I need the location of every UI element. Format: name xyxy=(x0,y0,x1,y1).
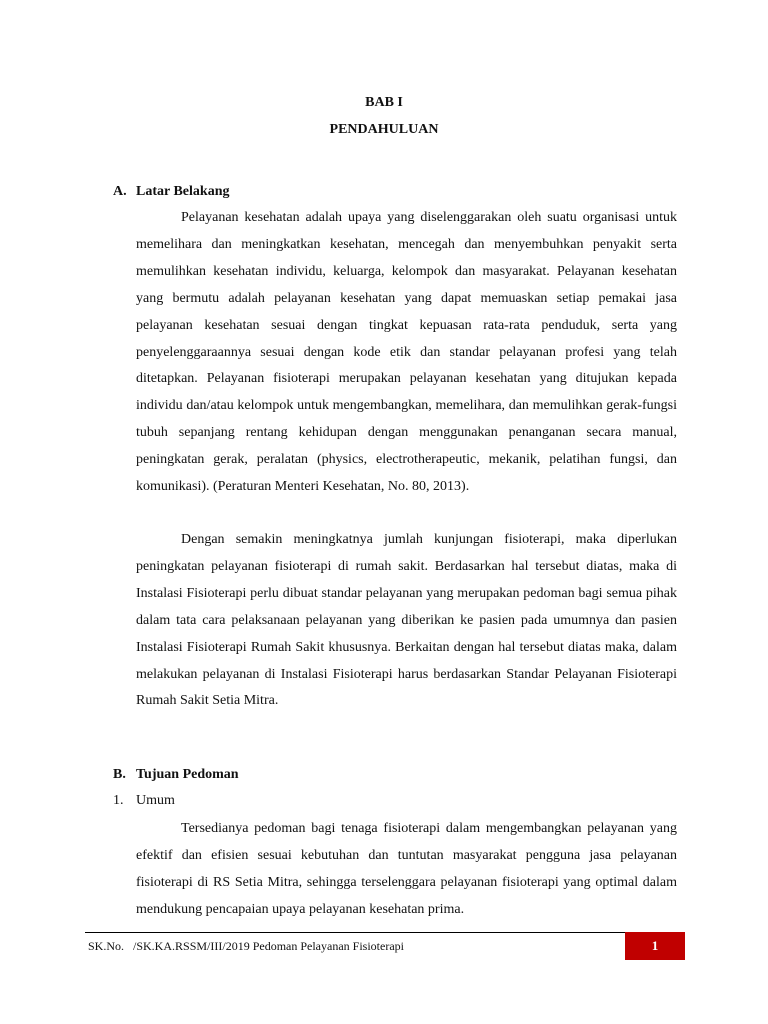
section-a-heading xyxy=(113,184,229,200)
section-b-heading xyxy=(113,767,239,783)
subsection-1-number: 1. xyxy=(113,793,124,808)
section-a-title: Latar Belakang xyxy=(136,184,230,199)
footer-divider xyxy=(85,932,685,933)
subsection-1-heading xyxy=(113,793,175,809)
subsection-1-paragraph: Tersedianya pedoman bagi tenaga fisioterapi dalam mengembangkan pelayanan yang efektif dan efisien sesuai kebutuhan dan tuntutan masyarakat pengguna jasa pelayanan fisioterapi di RS Setia Mitra, sehingga terselenggara pelayanan fisioterapi yang optimal dalam mendukung pencapaian upaya pelayanan kesehatan prima. xyxy=(136,821,677,917)
footer-reference: SK.No. /SK.KA.RSSM/III/2019 Pedoman Pelayanan Fisioterapi xyxy=(88,939,404,953)
section-b-title: Tujuan Pedoman xyxy=(136,767,239,782)
section-b-letter: B. xyxy=(113,767,126,782)
chapter-title: PENDAHULUAN xyxy=(329,122,439,137)
chapter-label: BAB I xyxy=(365,95,403,110)
page-number-badge: 1 xyxy=(625,932,685,960)
section-a-letter: A. xyxy=(113,184,127,199)
section-a-paragraph-2: Dengan semakin meningkatnya jumlah kunjungan fisioterapi, maka diperlukan peningkatan pelayanan fisioterapi di rumah sakit. Berdasarkan hal tersebut diatas, maka di Instalasi Fisioterapi perlu dibuat standar pelayanan yang merupakan pedoman bagi semua pihak dalam tata cara pelaksanaan pelayanan yang diberikan ke pasien pada umumnya dan pasien Instalasi Fisioterapi Rumah Sakit khususnya. Berkaitan dengan hal tersebut diatas maka, dalam melakukan pelayanan di Instalasi Fisioterapi harus berdasarkan Standar Pelayanan Fisioterapi Rumah Sakit Setia Mitra. xyxy=(136,532,677,709)
section-a-paragraph-1: Pelayanan kesehatan adalah upaya yang diselenggarakan oleh suatu organisasi untuk memelihara dan meningkatkan kesehatan, mencegah dan menyembuhkan penyakit serta memulihkan kesehatan individu, keluarga, kelompok dan masyarakat. Pelayanan kesehatan yang bermutu adalah pelayanan kesehatan yang dapat memuaskan setiap pemakai jasa pelayanan kesehatan sesuai dengan tingkat kepuasan rata-rata penduduk, serta yang penyelenggaraannya sesuai dengan kode etik dan standar pelayanan profesi yang telah ditetapkan. Pelayanan fisioterapi merupakan pelayanan kesehatan yang ditujukan kepada individu dan/atau kelompok untuk mengembangkan, memelihara, dan memulihkan gerak-fungsi tubuh sepanjang rentang kehidupan dengan menggunakan penanganan secara manual, peningkatan gerak, peralatan (physics, electrotherapeutic, mekanik, pelatihan fungsi, dan komunikasi). (Peraturan Menteri Kesehatan, No. 80, 2013). xyxy=(136,210,677,495)
subsection-1-title: Umum xyxy=(136,793,175,808)
